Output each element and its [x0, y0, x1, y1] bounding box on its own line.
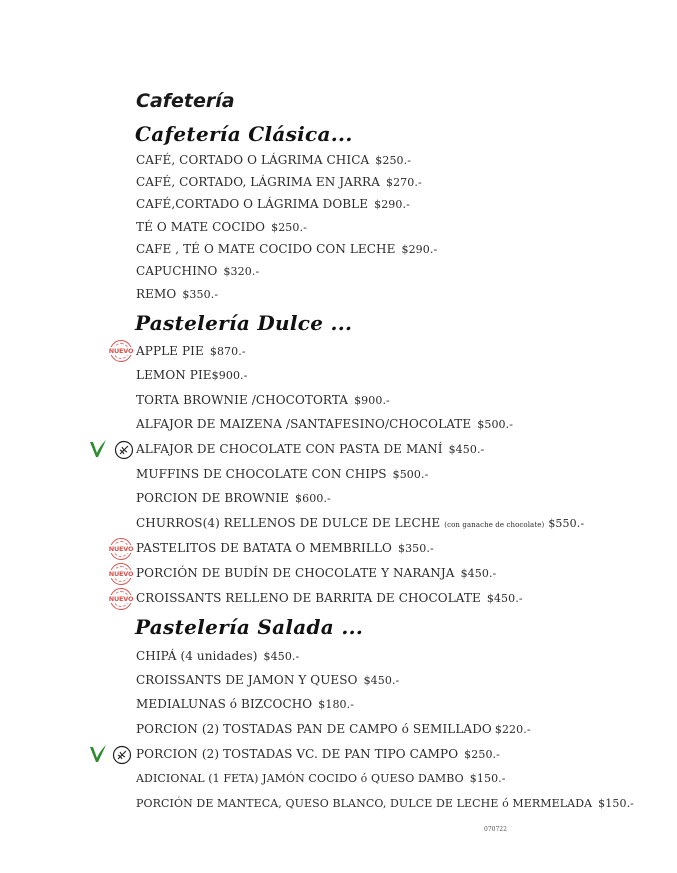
item-name: PORCIÓN DE BUDÍN DE CHOCOLATE Y NARANJA	[136, 566, 455, 580]
item-price: $450.-	[486, 592, 523, 605]
leaf-v-icon	[88, 743, 108, 765]
item-price: $550.-	[548, 517, 585, 530]
section-title-salada: Pastelería Salada ...	[135, 615, 364, 639]
item-price: $350.-	[397, 542, 434, 555]
menu-item	[136, 491, 331, 505]
item-name: REMO	[136, 287, 177, 301]
nuevo-badge-icon: NUEVO	[110, 538, 132, 560]
item-price: $250.-	[375, 154, 412, 167]
item-price: $450.-	[448, 443, 485, 456]
section-title-dulce: Pastelería Dulce ...	[135, 311, 353, 335]
menu-item	[136, 797, 634, 810]
item-price: $250.-	[271, 221, 307, 234]
item-name: MEDIALUNAS ó BIZCOCHO	[136, 697, 313, 711]
item-price: $600.-	[295, 492, 331, 505]
menu-item	[136, 722, 531, 736]
item-price: $180.-	[318, 698, 355, 711]
page-title: Cafetería	[136, 90, 235, 112]
item-name: ADICIONAL (1 FETA) JAMÓN COCIDO ó QUESO DAMBO	[136, 772, 464, 785]
item-price: $900.-	[354, 394, 390, 407]
menu-item	[136, 772, 506, 785]
item-name: LEMON PIE	[136, 368, 212, 382]
item-price: $450.-	[460, 567, 497, 580]
item-name: CROISSANTS RELLENO DE BARRITA DE CHOCOLATE	[136, 591, 481, 605]
item-price: $350.-	[182, 288, 219, 301]
item-name: CROISSANTS DE JAMON Y QUESO	[136, 673, 358, 687]
item-price: $450.-	[363, 674, 400, 687]
menu-item	[136, 344, 246, 358]
menu-item	[136, 541, 434, 555]
menu-item	[136, 264, 259, 278]
item-name: APPLE PIE	[136, 344, 204, 358]
item-name: PORCION (2) TOSTADAS VC. DE PAN TIPO CAMPO	[136, 747, 459, 761]
item-price: $900.-	[211, 369, 248, 382]
item-note: (con ganache de chocolate)	[444, 521, 545, 529]
item-name: PORCIÓN DE MANTECA, QUESO BLANCO, DULCE DE LECHE ó MERMELADA	[136, 797, 593, 810]
menu-item	[136, 287, 218, 301]
item-price: $150.-	[469, 772, 506, 785]
footer-code: 070722	[484, 826, 507, 833]
menu-item	[136, 673, 399, 687]
item-price: $290.-	[401, 243, 438, 256]
item-price: $150.-	[598, 797, 634, 810]
item-name: PASTELITOS DE BATATA O MEMBRILLO	[136, 541, 392, 555]
menu-item	[136, 393, 390, 407]
menu-item	[136, 516, 584, 530]
menu-item	[136, 175, 422, 189]
menu-item	[136, 242, 437, 256]
item-price: $870.-	[209, 345, 246, 358]
item-name: TÉ O MATE COCIDO	[136, 220, 266, 234]
menu-item	[136, 591, 523, 605]
menu-item	[136, 153, 411, 167]
menu-item	[136, 649, 299, 663]
item-price: $500.-	[477, 418, 514, 431]
menu-item	[136, 442, 484, 456]
item-price: $500.-	[392, 468, 429, 481]
item-price: $250.-	[464, 748, 500, 761]
item-price: $220.-	[494, 723, 531, 736]
menu-item	[136, 566, 496, 580]
no-gluten-icon	[112, 745, 132, 765]
item-name: TORTA BROWNIE /CHOCOTORTA	[136, 393, 349, 407]
item-name: CAFÉ,CORTADO O LÁGRIMA DOBLE	[136, 197, 369, 211]
nuevo-badge-icon: NUEVO	[110, 563, 132, 585]
item-name: ALFAJOR DE CHOCOLATE CON PASTA DE MANÍ	[136, 442, 443, 456]
item-name: CAFE , TÉ O MATE COCIDO CON LECHE	[136, 242, 396, 256]
item-name: ALFAJOR DE MAIZENA /SANTAFESINO/CHOCOLATE	[136, 417, 472, 431]
menu-item	[136, 197, 410, 211]
item-name: CHURROS(4) RELLENOS DE DULCE DE LECHE	[136, 516, 441, 530]
item-price: $290.-	[374, 198, 410, 211]
item-name: CAFÉ, CORTADO O LÁGRIMA CHICA	[136, 153, 370, 167]
item-name: CHIPÁ (4 unidades)	[136, 649, 258, 663]
leaf-v-icon	[88, 438, 108, 460]
item-name: CAFÉ, CORTADO, LÁGRIMA EN JARRA	[136, 175, 380, 189]
nuevo-badge-icon: NUEVO	[110, 588, 132, 610]
section-title-clasica: Cafetería Clásica...	[135, 122, 353, 146]
item-name: CAPUCHINO	[136, 264, 218, 278]
item-price: $270.-	[385, 176, 422, 189]
nuevo-badge-icon: NUEVO	[110, 340, 132, 362]
menu-item	[136, 467, 428, 481]
item-name: PORCION (2) TOSTADAS PAN DE CAMPO ó SEMILLADO	[136, 722, 492, 736]
item-price: $320.-	[223, 265, 260, 278]
menu-item	[136, 747, 500, 761]
no-gluten-icon	[114, 440, 134, 460]
menu-item	[136, 368, 247, 382]
menu-item	[136, 697, 354, 711]
item-price: $450.-	[263, 650, 300, 663]
item-name: PORCION DE BROWNIE	[136, 491, 290, 505]
menu-item	[136, 417, 513, 431]
menu-item	[136, 220, 307, 234]
item-name: MUFFINS DE CHOCOLATE CON CHIPS	[136, 467, 387, 481]
